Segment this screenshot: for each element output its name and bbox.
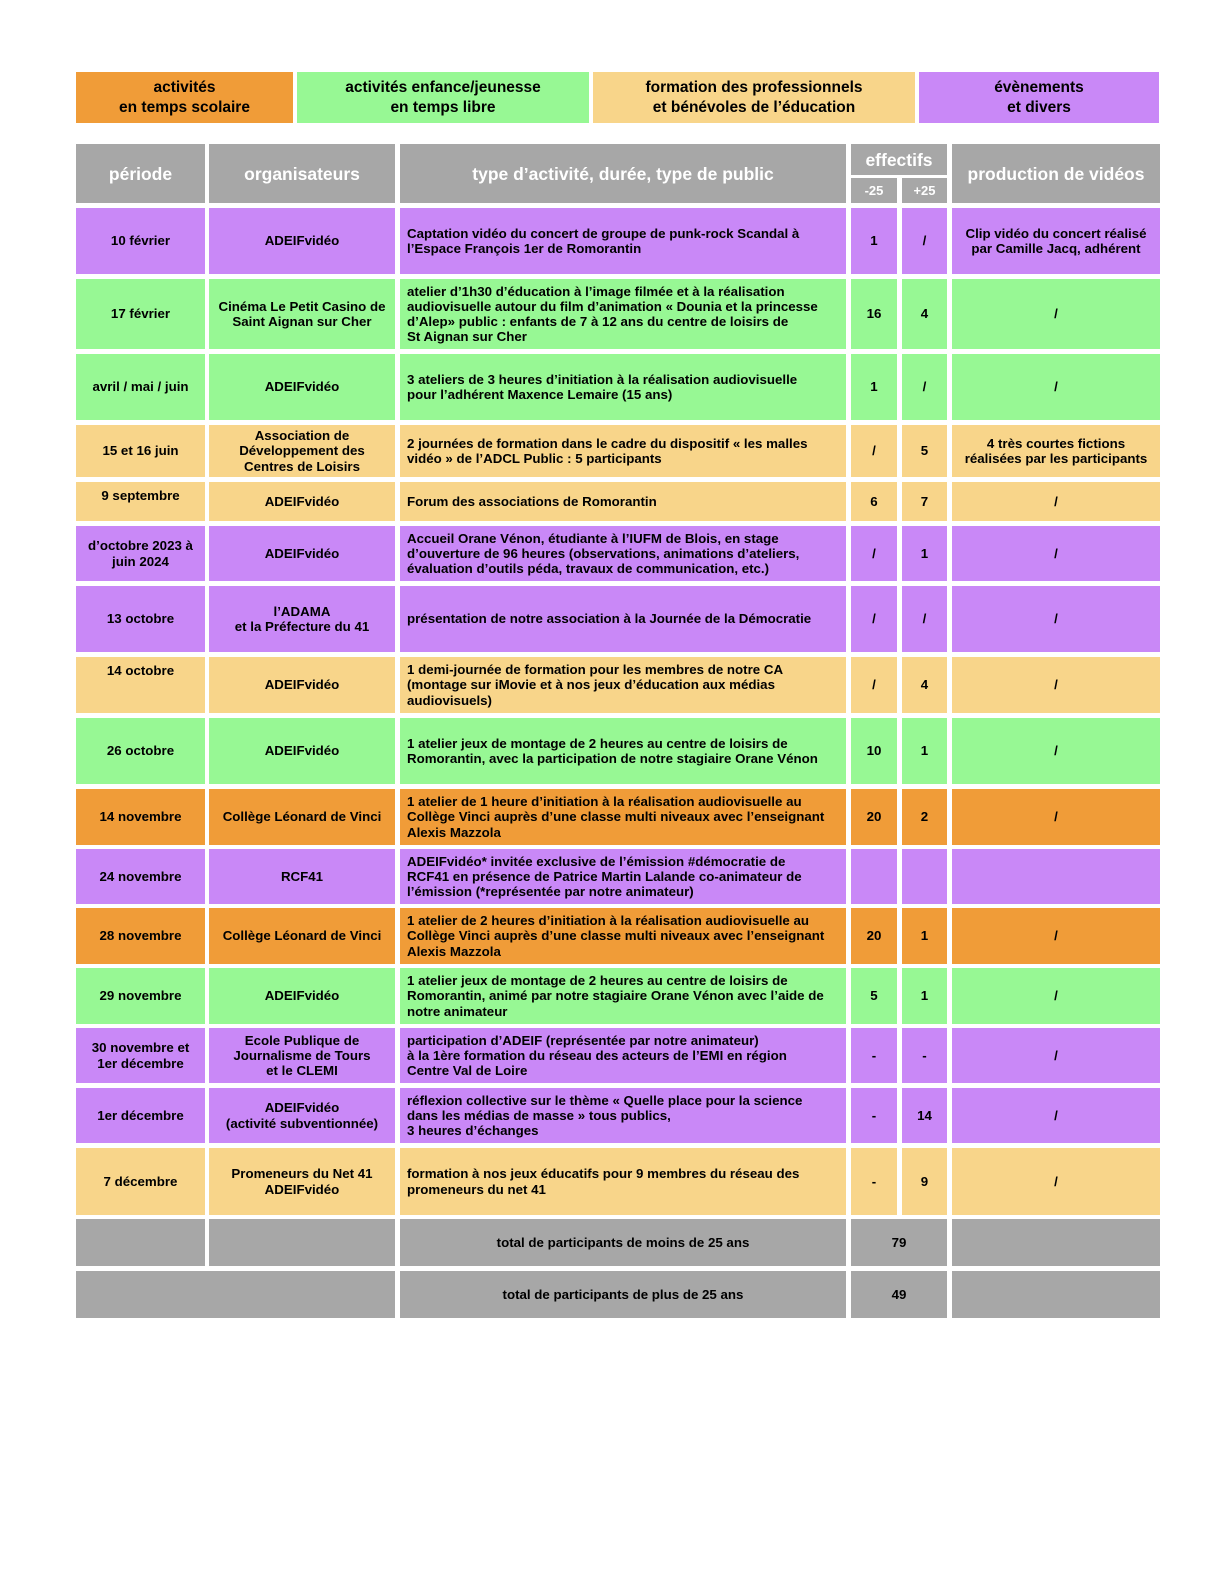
table-row-over25: - [902,1028,947,1083]
table-row-periode: 9 septembre [76,482,205,521]
table-row-under25: 5 [851,968,897,1024]
table-row-type: Captation vidéo du concert de groupe de punk-rock Scandal à l’Espace François 1er de Romorantin [400,208,846,274]
table-row-over25: 1 [902,526,947,581]
table-row-organisateurs: ADEIFvidéo (activité subventionnée) [209,1088,395,1143]
table-row-organisateurs: ADEIFvidéo [209,208,395,274]
table-row-over25: 4 [902,657,947,713]
table-row-organisateurs: ADEIFvidéo [209,968,395,1024]
header-organisateurs: organisateurs [209,144,395,203]
table-row-organisateurs: Cinéma Le Petit Casino de Saint Aignan sur Cher [209,279,395,349]
table-row-under25 [851,849,897,904]
table-row-type: 1 atelier de 1 heure d’initiation à la réalisation audiovisuelle au Collège Vinci auprès d’une classe multi niveaux avec l’enseignant Alexis Mazzola [400,789,846,845]
table-row-under25: 20 [851,789,897,845]
header-effectifs: effectifs [851,144,947,175]
total-over-25-label: total de participants de plus de 25 ans [400,1271,846,1318]
table-row-periode: 24 novembre [76,849,205,904]
table-row-organisateurs: l’ADAMA et la Préfecture du 41 [209,586,395,652]
table-row-over25: 4 [902,279,947,349]
table-row-under25: / [851,586,897,652]
table-row-type: formation à nos jeux éducatifs pour 9 membres du réseau des promeneurs du net 41 [400,1148,846,1215]
table-row-type: 1 atelier de 2 heures d’initiation à la réalisation audiovisuelle au Collège Vinci auprès d’une classe multi niveaux avec l’enseignant Alexis Mazzola [400,908,846,964]
table-row-periode: 1er décembre [76,1088,205,1143]
table-row-videos: / [952,1148,1160,1215]
table-row-type: 2 journées de formation dans le cadre du dispositif « les malles vidéo » de l’ADCL Public : 5 participants [400,425,846,477]
table-row-over25: 5 [902,425,947,477]
totals-empty-cell [209,1219,395,1266]
legend-item: formation des professionnels et bénévoles de l’éducation [593,72,915,123]
table-row-periode: 13 octobre [76,586,205,652]
table-row-under25: 6 [851,482,897,521]
table-row-periode: 17 février [76,279,205,349]
legend-item: activités en temps scolaire [76,72,293,123]
table-row-videos: / [952,968,1160,1024]
table-row-type: 1 demi-journée de formation pour les membres de notre CA (montage sur iMovie et à nos jeux d’éducation aux médias audiovisuels) [400,657,846,713]
table-row-type: 1 atelier jeux de montage de 2 heures au centre de loisirs de Romorantin, avec la participation de notre stagiaire Orane Vénon [400,718,846,784]
table-row-videos: / [952,1028,1160,1083]
table-row-periode: 28 novembre [76,908,205,964]
table-row-organisateurs: Promeneurs du Net 41 ADEIFvidéo [209,1148,395,1215]
table-row-organisateurs: ADEIFvidéo [209,718,395,784]
table-row-videos: / [952,657,1160,713]
table-row-periode: 26 octobre [76,718,205,784]
table-row-organisateurs: Ecole Publique de Journalisme de Tours et le CLEMI [209,1028,395,1083]
table-row-type: ADEIFvidéo* invitée exclusive de l’émission #démocratie de RCF41 en présence de Patrice Martin Lalande co-animateur de l’émission (*représentée par notre animateur) [400,849,846,904]
table-row-organisateurs: ADEIFvidéo [209,526,395,581]
table-row-type: participation d’ADEIF (représentée par notre animateur) à la 1ère formation du réseau des acteurs de l’EMI en région Centre Val de Loire [400,1028,846,1083]
table-row-videos: / [952,354,1160,420]
table-row-under25: 20 [851,908,897,964]
table-row-periode: 15 et 16 juin [76,425,205,477]
legend-item: évènements et divers [919,72,1159,123]
table-row-type: Forum des associations de Romorantin [400,482,846,521]
table-row-periode: d’octobre 2023 à juin 2024 [76,526,205,581]
table-row-periode: 10 février [76,208,205,274]
table-row-type: réflexion collective sur le thème « Quelle place pour la science dans les médias de masse » tous publics, 3 heures d’échanges [400,1088,846,1143]
table-row-periode: 30 novembre et 1er décembre [76,1028,205,1083]
table-row-over25: / [902,354,947,420]
table-row-under25: / [851,657,897,713]
table-row-periode: 14 novembre [76,789,205,845]
table-row-organisateurs: Collège Léonard de Vinci [209,908,395,964]
table-row-over25: 9 [902,1148,947,1215]
header-under-25: -25 [851,178,897,203]
table-row-over25: / [902,586,947,652]
total-under-25-value: 79 [851,1219,947,1266]
table-row-videos: / [952,1088,1160,1143]
table-row-videos: / [952,718,1160,784]
table-row-organisateurs: ADEIFvidéo [209,354,395,420]
table-row-organisateurs: ADEIFvidéo [209,482,395,521]
totals-empty-cell [952,1219,1160,1266]
totals-empty-cell [76,1271,395,1318]
table-row-over25: 1 [902,968,947,1024]
table-row-under25: 1 [851,208,897,274]
table-row-over25: 2 [902,789,947,845]
table-row-over25 [902,849,947,904]
table-row-organisateurs: RCF41 [209,849,395,904]
table-row-organisateurs: Collège Léonard de Vinci [209,789,395,845]
table-row-organisateurs: Association de Développement des Centres de Loisirs [209,425,395,477]
table-row-periode: 29 novembre [76,968,205,1024]
table-row-periode: 14 octobre [76,657,205,713]
table-row-videos: / [952,789,1160,845]
table-row-under25: / [851,526,897,581]
table-row-videos: / [952,908,1160,964]
header-type: type d’activité, durée, type de public [400,144,846,203]
table-row-over25: 1 [902,908,947,964]
legend-item: activités enfance/jeunesse en temps libre [297,72,589,123]
table-row-periode: avril / mai / juin [76,354,205,420]
table-row-videos [952,849,1160,904]
table-row-over25: 14 [902,1088,947,1143]
table-row-under25: / [851,425,897,477]
table-row-organisateurs: ADEIFvidéo [209,657,395,713]
header-periode: période [76,144,205,203]
table-row-over25: 1 [902,718,947,784]
table-row-videos: Clip vidéo du concert réalisé par Camille Jacq, adhérent [952,208,1160,274]
table-row-under25: - [851,1148,897,1215]
table-row-videos: / [952,482,1160,521]
totals-empty-cell [952,1271,1160,1318]
table-row-type: Accueil Orane Vénon, étudiante à l’IUFM de Blois, en stage d’ouverture de 96 heures (observations, animations d’ateliers, évaluation d’outils péda, travaux de communication, etc.) [400,526,846,581]
table-row-over25: 7 [902,482,947,521]
table-row-under25: 10 [851,718,897,784]
table-row-under25: 16 [851,279,897,349]
header-over-25: +25 [902,178,947,203]
table-row-videos: / [952,586,1160,652]
table-row-type: 1 atelier jeux de montage de 2 heures au centre de loisirs de Romorantin, animé par notre stagiaire Orane Vénon avec l’aide de notre animateur [400,968,846,1024]
table-row-over25: / [902,208,947,274]
table-row-type: 3 ateliers de 3 heures d’initiation à la réalisation audiovisuelle pour l’adhérent Maxence Lemaire (15 ans) [400,354,846,420]
table-row-under25: 1 [851,354,897,420]
table-row-under25: - [851,1028,897,1083]
table-row-periode: 7 décembre [76,1148,205,1215]
table-row-videos: / [952,279,1160,349]
table-row-type: présentation de notre association à la Journée de la Démocratie [400,586,846,652]
table-row-type: atelier d’1h30 d’éducation à l’image filmée et à la réalisation audiovisuelle autour du film d’animation « Dounia et la princesse d’Alep» public : enfants de 7 à 12 ans du centre de loisirs de St Aignan sur Cher [400,279,846,349]
table-row-videos: 4 très courtes fictions réalisées par les participants [952,425,1160,477]
header-videos: production de vidéos [952,144,1160,203]
table-row-under25: - [851,1088,897,1143]
total-over-25-value: 49 [851,1271,947,1318]
table-row-videos: / [952,526,1160,581]
totals-empty-cell [76,1219,205,1266]
total-under-25-label: total de participants de moins de 25 ans [400,1219,846,1266]
